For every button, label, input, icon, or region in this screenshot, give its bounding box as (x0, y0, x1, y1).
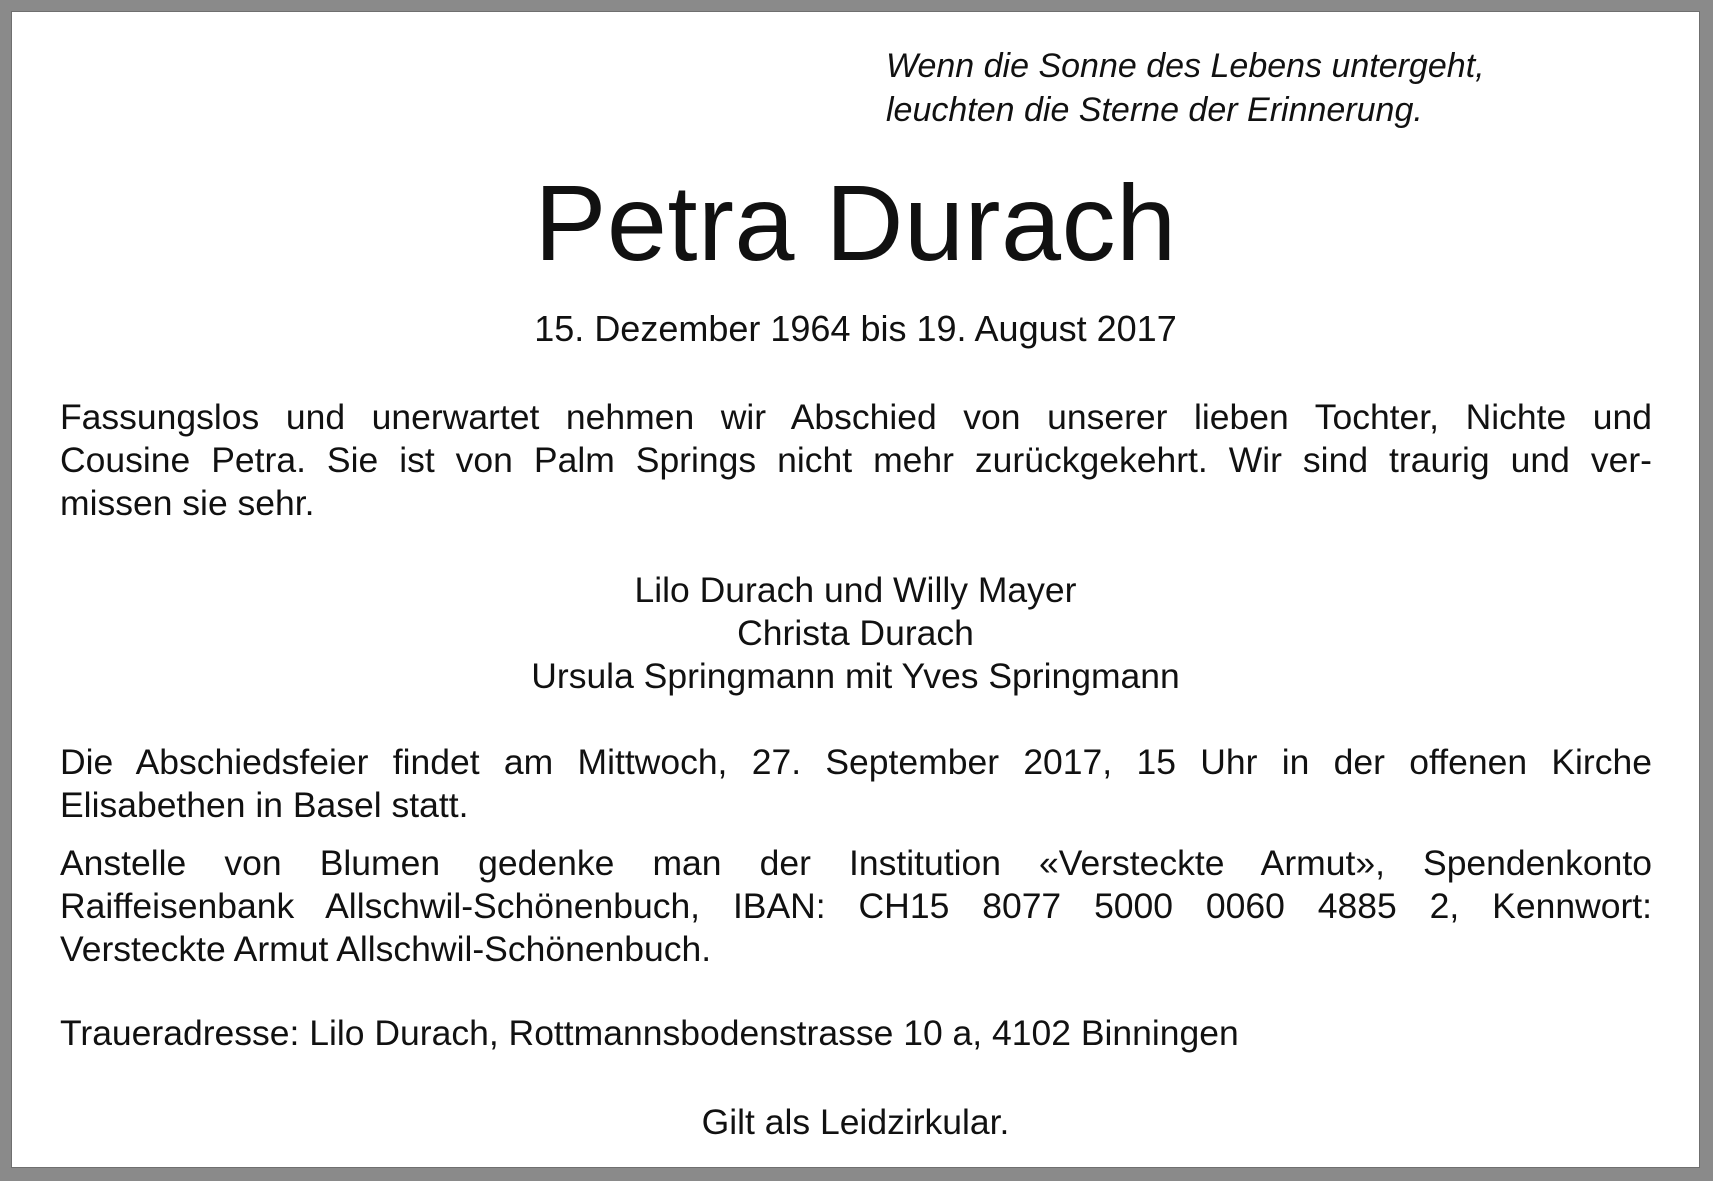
intro-line: Cousine Petra. Sie ist von Palm Springs nicht mehr zurückgekehrt. Wir sind traurig und ver- (60, 440, 1652, 480)
donation-line: Anstelle von Blumen gedenke man der Institution «Versteckte Armut», Spendenkonto (60, 843, 1652, 883)
ceremony-line: Die Abschiedsfeier findet am Mittwoch, 27. September 2017, 15 Uhr in der offenen Kirche (60, 742, 1652, 782)
signatory: Lilo Durach und Willy Mayer (634, 570, 1077, 610)
intro-paragraph (60, 396, 1652, 525)
obituary-notice (11, 11, 1700, 1168)
signatory: Christa Durach (737, 613, 974, 653)
intro-line: missen sie sehr. (60, 483, 315, 523)
ceremony-paragraph (60, 741, 1652, 827)
motto (886, 44, 1485, 132)
page-frame (11, 11, 1700, 1168)
circular-note: Gilt als Leidzirkular. (701, 1102, 1010, 1142)
signatory: Ursula Springmann mit Yves Springmann (531, 656, 1180, 696)
donation-line: Raiffeisenbank Allschwil-Schönenbuch, IBAN: CH15 8077 5000 0060 4885 2, Kennwort: (60, 886, 1652, 926)
signatories (11, 569, 1700, 698)
donation-paragraph (60, 842, 1652, 971)
mourning-address: Traueradresse: Lilo Durach, Rottmannsbodenstrasse 10 a, 4102 Binningen (60, 1013, 1239, 1053)
motto-line-2: leuchten die Sterne der Erinnerung. (886, 91, 1423, 129)
deceased-name: Petra Durach (534, 162, 1177, 283)
motto-line-1: Wenn die Sonne des Lebens untergeht, (886, 47, 1485, 85)
intro-line: Fassungslos und unerwartet nehmen wir Abschied von unserer lieben Tochter, Nichte und (60, 397, 1652, 437)
donation-line: Versteckte Armut Allschwil-Schönenbuch. (60, 929, 712, 969)
ceremony-line: Elisabethen in Basel statt. (60, 785, 469, 825)
life-dates: 15. Dezember 1964 bis 19. August 2017 (534, 308, 1177, 349)
